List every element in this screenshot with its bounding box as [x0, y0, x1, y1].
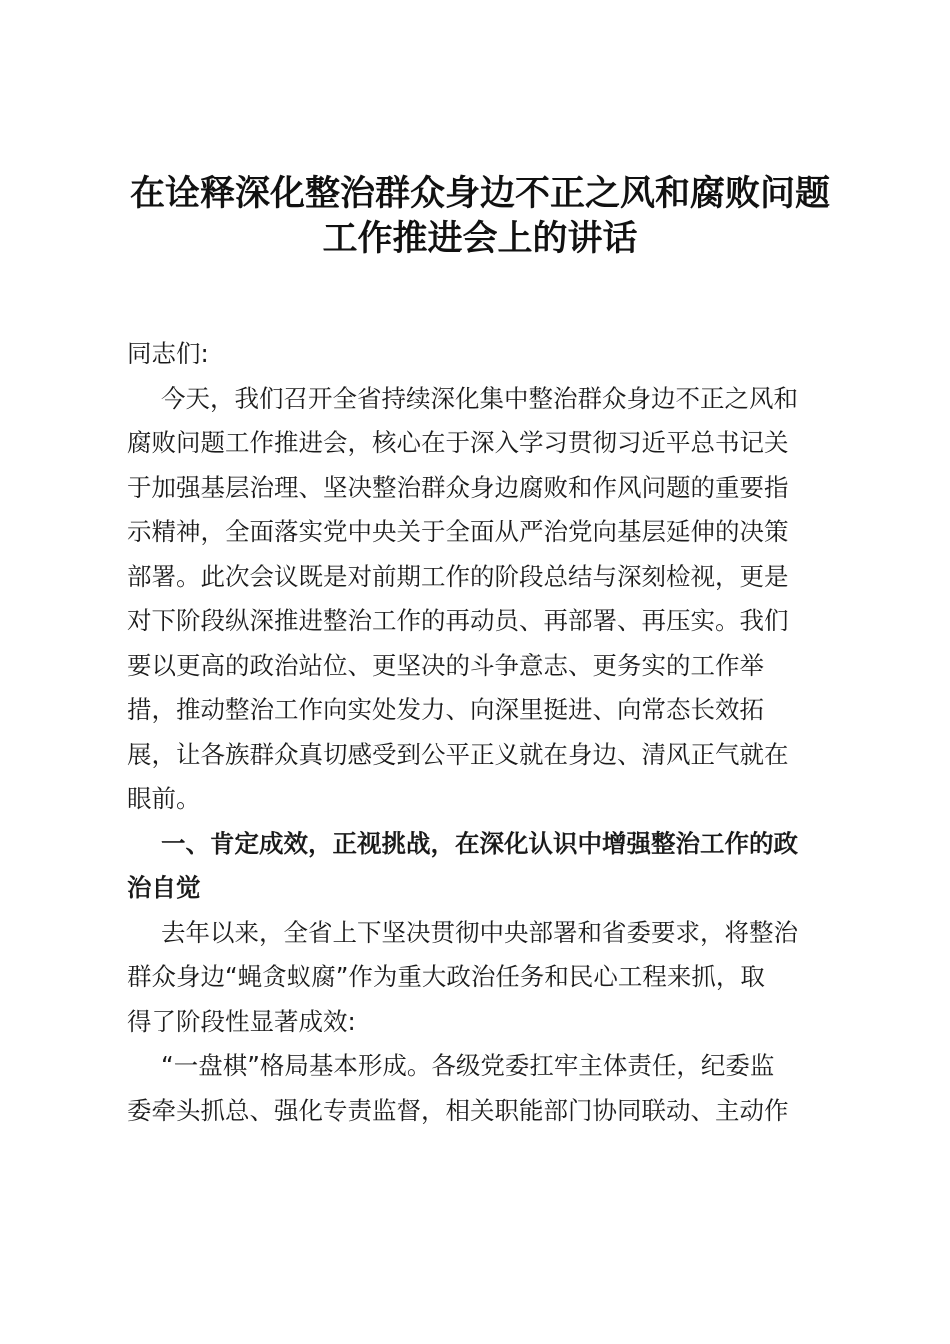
paragraph-line: 措，推动整治工作向实处发力、向深里挺进、向常态长效拓 — [127, 695, 764, 724]
document-title — [100, 168, 860, 257]
paragraph-line: “一盘棋”格局基本形成。各级党委扛牢主体责任，纪委监 — [161, 1051, 775, 1080]
paragraph-achievements — [127, 911, 827, 1045]
paragraph-line: 于加强基层治理、坚决整治群众身边腐败和作风问题的重要指 — [127, 472, 789, 502]
title-line: 工作推进会上的讲话 — [322, 217, 638, 259]
paragraph-line: 对下阶段纵深推进整治工作的再动员、再部署、再压实。我们 — [127, 606, 789, 635]
paragraph-line: 部署。此次会议既是对前期工作的阶段总结与深刻检视，更是 — [127, 561, 789, 591]
title-line: 在诠释深化整治群众身边不正之风和腐败问题 — [129, 173, 830, 214]
paragraph-line: 今天，我们召开全省持续深化集中整治群众身边不正之风和 — [161, 383, 798, 413]
paragraph-intro — [127, 377, 827, 822]
paragraph-line: 示精神，全面落实党中央关于全面从严治党向基层延伸的决策 — [127, 517, 789, 546]
salutation: 同志们: — [127, 339, 209, 368]
paragraph-line: 腐败问题工作推进会，核心在于深入学习贯彻习近平总书记关 — [127, 428, 789, 457]
paragraph-pattern — [127, 1044, 827, 1133]
section-heading-1 — [127, 822, 827, 911]
document-body — [127, 332, 827, 1133]
paragraph-line: 委牵头抓总、强化专责监督，相关职能部门协同联动、主动作 — [127, 1095, 789, 1125]
paragraph-line: 群众身边“蝇贪蚁腐”作为重大政治任务和民心工程来抓，取 — [127, 962, 765, 991]
paragraph-line: 展，让各族群众真切感受到公平正义就在身边、清风正气就在 — [127, 739, 789, 769]
heading-line: 治自觉 — [127, 873, 201, 902]
heading-line: 一、肯定成效，正视挑战，在深化认识中增强整治工作的政 — [161, 828, 798, 858]
paragraph-line: 得了阶段性显著成效: — [127, 1006, 356, 1036]
paragraph-line: 眼前。 — [127, 784, 201, 813]
paragraph-line: 去年以来，全省上下坚决贯彻中央部署和省委要求，将整治 — [161, 917, 798, 947]
paragraph-line: 要以更高的政治站位、更坚决的斗争意志、更务实的工作举 — [127, 650, 764, 680]
